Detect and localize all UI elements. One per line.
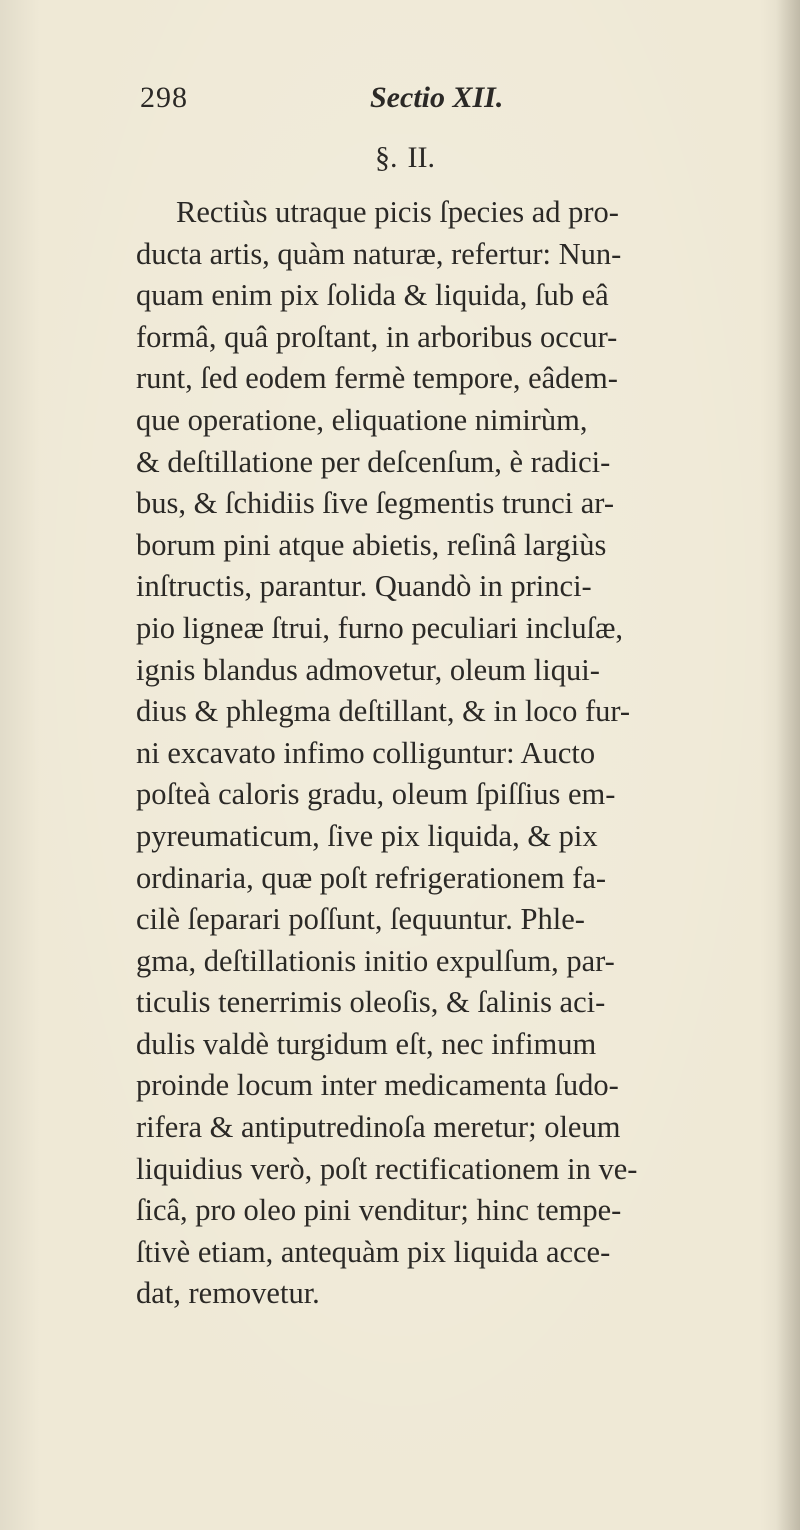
section-heading xyxy=(0,138,800,178)
text-line: ordinaria, quæ poſt refrigerationem fa- xyxy=(136,860,607,895)
running-head: Sectio XII. xyxy=(370,81,504,114)
text-line: proinde locum inter medicamenta ſudo- xyxy=(136,1068,619,1103)
page-number: 298 xyxy=(140,81,188,114)
page-header xyxy=(140,78,620,118)
text-line: runt, ſed eodem fermè tempore, eâdem- xyxy=(136,361,618,396)
text-line: ticulis tenerrimis oleoſis, & ſalinis aci- xyxy=(136,985,606,1020)
text-line: & deſtillatione per deſcenſum, è radici- xyxy=(136,444,611,479)
text-line: quam enim pix ſolida & liquida, ſub eâ xyxy=(136,278,609,313)
text-line: poſteà caloris gradu, oleum ſpiſſius em- xyxy=(136,777,616,812)
text-line: dat, removetur. xyxy=(136,1276,320,1311)
page-edge-shadow xyxy=(776,0,800,1530)
section-number: II. xyxy=(407,141,435,174)
text-line: dius & phlegma deſtillant, & in loco fur- xyxy=(136,694,631,729)
text-line: gma, deſtillationis initio expulſum, par- xyxy=(136,943,615,978)
section-symbol: §. xyxy=(375,141,398,174)
text-line: dulis valdè turgidum eſt, nec infimum xyxy=(136,1026,597,1061)
text-line: cilè ſeparari poſſunt, ſequuntur. Phle- xyxy=(136,902,585,937)
text-line: ni excavato infimo colliguntur: Aucto xyxy=(136,735,596,770)
text-line: ducta artis, quàm naturæ, refertur: Nun- xyxy=(136,236,622,271)
text-line: formâ, quâ proſtant, in arboribus occur- xyxy=(136,319,618,354)
text-line: que operatione, eliquatione nimirùm, xyxy=(136,402,588,437)
text-line: inſtructis, parantur. Quandò in princi- xyxy=(136,569,592,604)
text-line: borum pini atque abietis, reſinâ largiùs xyxy=(136,527,607,562)
text-line: bus, & ſchidiis ſive ſegmentis trunci ar- xyxy=(136,486,614,521)
text-line: liquidius verò, poſt rectificationem in ve- xyxy=(136,1151,638,1186)
text-line: ſicâ, pro oleo pini venditur; hinc tempe- xyxy=(136,1193,622,1228)
text-line: Rectiùs utraque picis ſpecies ad pro- xyxy=(176,195,619,229)
text-line: ſtivè etiam, antequàm pix liquida acce- xyxy=(136,1234,611,1269)
text-line: pio ligneæ ſtrui, furno peculiari incluſæ, xyxy=(136,610,624,645)
text-line: ignis blandus admovetur, oleum liqui- xyxy=(136,652,600,687)
paragraph xyxy=(136,192,716,1315)
text-line: pyreumaticum, ſive pix liquida, & pix xyxy=(136,818,598,853)
text-line: rifera & antiputredinoſa meretur; oleum xyxy=(136,1110,621,1145)
